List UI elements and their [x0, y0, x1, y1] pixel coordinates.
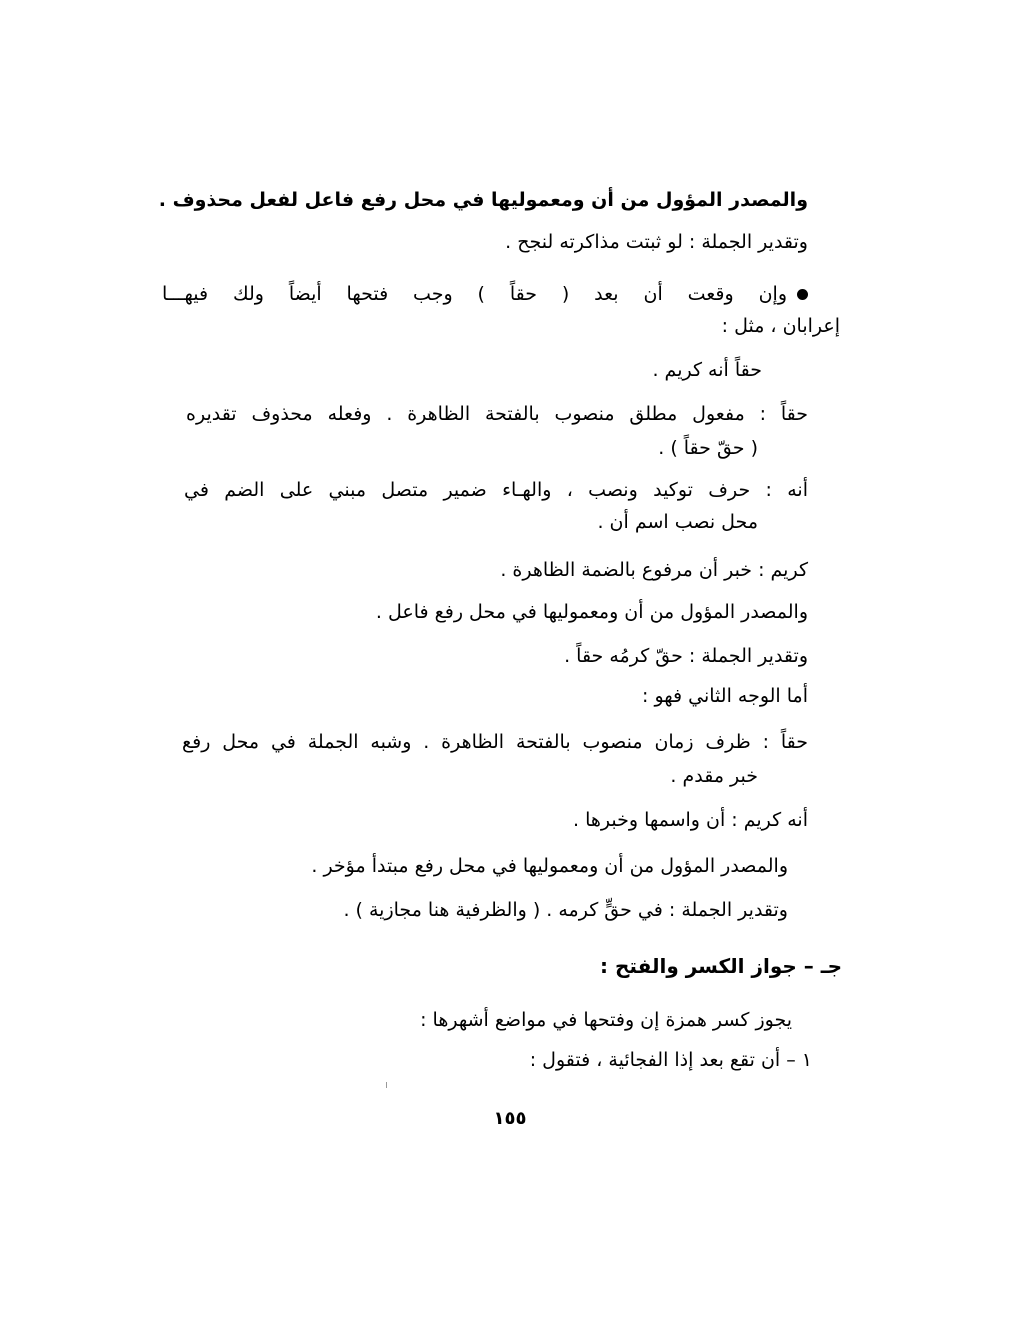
irab-line-haqqan-zarf: حقاً : ظرف زمان منصوب بالفتحة الظاهرة . وشبه الجملة في محل رفع	[182, 731, 808, 753]
irab-line-haqqan-taqdir: ( حقّ حقاً ) .	[658, 437, 758, 459]
irab-line-haqqan-zarf-cont: خبر مقدم .	[670, 765, 758, 787]
paragraph-line-wajh-thani: أما الوجه الثاني فهو :	[642, 685, 808, 707]
irab-line-annahu-karim: أنه كريم : أن واسمها وخبرها .	[573, 809, 808, 831]
example-sentence: حقاً أنه كريم .	[652, 359, 762, 381]
scan-speck	[386, 1082, 387, 1088]
paragraph-line-taqdir-3: وتقدير الجملة : في حقٍّ كرمه . ( والظرفية هنا مجازية ) .	[343, 899, 788, 921]
paragraph-line-masdar-fail: والمصدر المؤول من أن ومعموليها في محل رفع فاعل .	[375, 601, 808, 623]
section-heading-jawaz-al-kasr-wal-fath: جـ – جواز الكسر والفتح :	[600, 954, 842, 978]
bullet-paragraph-text: وإن وقعت أن بعد ( حقاً ) وجب فتحها أيضاً ولك فيهـــا	[162, 283, 787, 305]
paragraph-line-taqdir-2: وتقدير الجملة : حقّ كرمُه حقاً .	[564, 645, 808, 667]
paragraph-line-irabaan: إعرابان ، مثل :	[721, 315, 840, 337]
bullet-paragraph-line-haqqan	[162, 280, 808, 308]
paragraph-line-yajuz: يجوز كسر همزة إن وفتحها في مواضع أشهرها :	[420, 1009, 792, 1031]
page-number: ١٥٥	[493, 1108, 527, 1129]
irab-line-karim: كريم : خبر أن مرفوع بالضمة الظاهرة .	[500, 559, 808, 581]
paragraph-line-masdar-mubtada: والمصدر المؤول من أن ومعموليها في محل رفع مبتدأ مؤخر .	[311, 855, 788, 877]
paragraph-line-masdar-fail-mahdhuf: والمصدر المؤول من أن ومعموليها في محل رفع فاعل لفعل محذوف .	[158, 189, 808, 211]
paragraph-line-taqdir-1: وتقدير الجملة : لو ثبتت مذاكرته لنجح .	[505, 231, 808, 253]
irab-line-annahu: أنه : حرف توكيد ونصب ، والهـاء ضمير متصل مبني على الضم في	[184, 479, 808, 501]
list-item-1: ١ – أن تقع بعد إذا الفجائية ، فتقول :	[529, 1049, 812, 1071]
bullet-icon	[797, 289, 808, 300]
irab-line-annahu-cont: محل نصب اسم أن .	[597, 511, 758, 533]
irab-line-haqqan-maf-ul-mutlaq: حقاً : مفعول مطلق منصوب بالفتحة الظاهرة . وفعله محذوف تقديره	[186, 403, 808, 425]
